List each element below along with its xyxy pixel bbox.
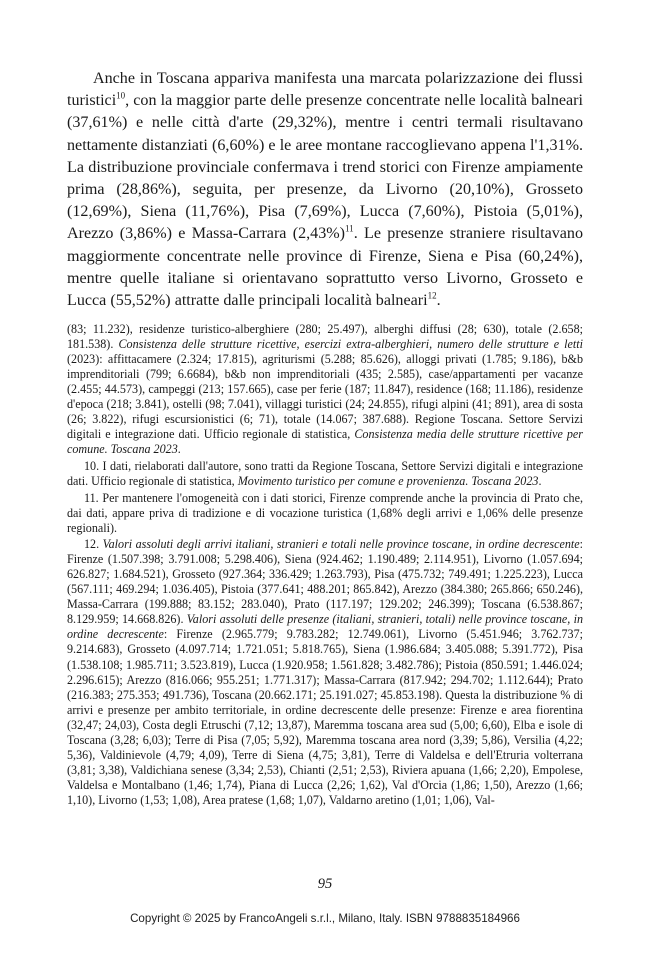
footnote-continuation: (83; 11.232), residenze turistico-alberghiere (280; 25.497), alberghi diffusi (28; 630), totale (2.658; 181.538). Consistenza delle strutture ricettive, esercizi extra-alberghieri, numero delle strutture e letti (2023): affittacamere (2.324; 17.815), agriturismi (5.288; 85.626), alloggi privati (1.785; 9.186), b&b imprenditoriali (799; 6.6684), b&b non imprenditoriali (435; 2.585), case/appartamenti per vacanze (2.455; 44.573), campeggi (213; 157.665), case per ferie (187; 11.847), residence (168; 11.186), residenze d'epoca (218; 3.841), ostelli (98; 7.041), villaggi turistici (24; 24.855), rifugi alpini (41; 891), area di sosta (26; 3.822), rifugi escursionistici (6; 71), totale (14.067; 387.688). Regione Toscana. Settore Servizi digitali e integrazione dati. Ufficio regionale di statistica, Consistenza media delle strutture ricettive per comune. Toscana 2023. [67,322,583,457]
body-text: , con la maggior parte delle presenze concentrate nelle località balneari (37,61%) e nelle città d'arte (29,32%), mentre i centri termali risultavano nettamente distanziati (6,60%) e le aree montane raccoglievano appena l'1,31%. La distribuzione provinciale confermava i trend storici con Firenze ampiamente prima (28,86%), seguita, per presenze, da Livorno (20,10%), Grosseto (12,69%), Siena (11,76%), Pisa (7,69%), Lucca (7,60%), Pistoia (5,01%), Arezzo (3,86%) e Massa-Carrara (2,43%) [67,92,583,243]
body-text: . Le presenze straniere risultavano maggiormente concentrate nelle province di Firenze, Siena e Pisa (60,24%), mentre quelle italiane si orientavano soprattutto verso Livorno, Grosseto e Lucca (55,52%) attratte dalle principali località balneari [67,225,583,310]
footnote-ref: 11 [345,224,354,235]
body-text: Anche in Toscana appariva manifesta una marcata polarizzazione dei flussi turistici [67,70,583,110]
footnote-ref: 12 [427,290,437,301]
footnotes [67,322,583,808]
footnote-12: 12. Valori assoluti degli arrivi italiani, stranieri e totali nelle province toscane, in ordine decrescente: Firenze (1.507.398; 3.791.008; 5.298.406), Siena (924.462; 1.190.489; 2.114.951), Livorno (1.057.694; 626.827; 1.684.521), Grosseto (927.364; 336.429; 1.263.793), Pisa (475.732; 749.491; 1.225.223), Lucca (567.111; 469.294; 1.036.405), Pistoia (377.641; 488.201; 865.842), Arezzo (384.380; 265.866; 650.246), Massa-Carrara (199.888; 83.152; 283.040), Prato (117.197; 129.202; 246.399); Toscana (6.538.867; 8.129.959; 14.668.826). Valori assoluti delle presenze (italiani, stranieri, totali) nelle province toscane, in ordine decrescente: Firenze (2.965.779; 9.783.282; 12.749.061), Livorno (5.451.946; 3.762.737; 9.214.683), Grosseto (4.097.714; 1.721.051; 5.818.765), Siena (1.986.684; 3.405.088; 5.391.772), Pisa (1.538.108; 1.985.711; 3.523.819), Lucca (1.920.958; 1.561.828; 3.482.786); Pistoia (850.591; 1.446.024; 2.296.615); Arezzo (816.066; 955.251; 1.771.317); Massa-Carrara (817.942; 294.702; 1.112.644); Prato (216.383; 275.353; 491.736), Toscana (20.662.171; 25.191.027; 45.853.198). Questa la distribuzione % di arrivi e presenze per ambito territoriale, in ordine decrescente delle presenze: Firenze e area fiorentina (32,47; 24,03), Costa degli Etruschi (7,12; 13,87), Maremma toscana area sud (5,00; 6,60), Elba e isole di Toscana (3,28; 6,03); Terre di Pisa (7,05; 5,92), Maremma toscana area nord (3,39; 5,86), Versilia (4,22; 5,36), Valdinievole (4,79; 4,09), Terre di Siena (4,75; 3,81), Terre di Valdelsa e dell'Etruria volterrana (3,81; 3,38), Valdichiana senese (3,34; 2,53), Chianti (2,51; 2,53), Riviera apuana (1,66; 2,20), Empolese, Valdelsa e Montalbano (1,46; 1,74), Piana di Lucca (2,26; 1,62), Val d'Orcia (1,86; 1,50), Arezzo (1,66; 1,10), Livorno (1,53; 1,08), Area pratese (1,68; 1,07), Valdarno aretino (1,01; 1,06), Val- [67,537,584,807]
body-text: . [436,292,441,310]
footnote-10: 10. I dati, rielaborati dall'autore, sono tratti da Regione Toscana, Settore Servizi digitali e integrazione dati. Ufficio regionale di statistica, Movimento turistico per comune e provenienza. Toscana 2023. [67,458,583,488]
footnote-ref: 10 [116,90,126,101]
copyright-notice: Copyright © 2025 by FrancoAngeli s.r.l., Milano, Italy. ISBN 9788835184966 [130,912,520,925]
page-number: 95 [317,876,333,892]
footnote-11: 11. Per mantenere l'omogeneità con i dati storici, Firenze comprende anche la provincia di Prato che, dai dati, appare priva di tradizione e di vocazione turistica (1,68% degli arrivi e 1,06% delle presenze regionali). [67,490,583,535]
body-paragraph [67,68,583,312]
